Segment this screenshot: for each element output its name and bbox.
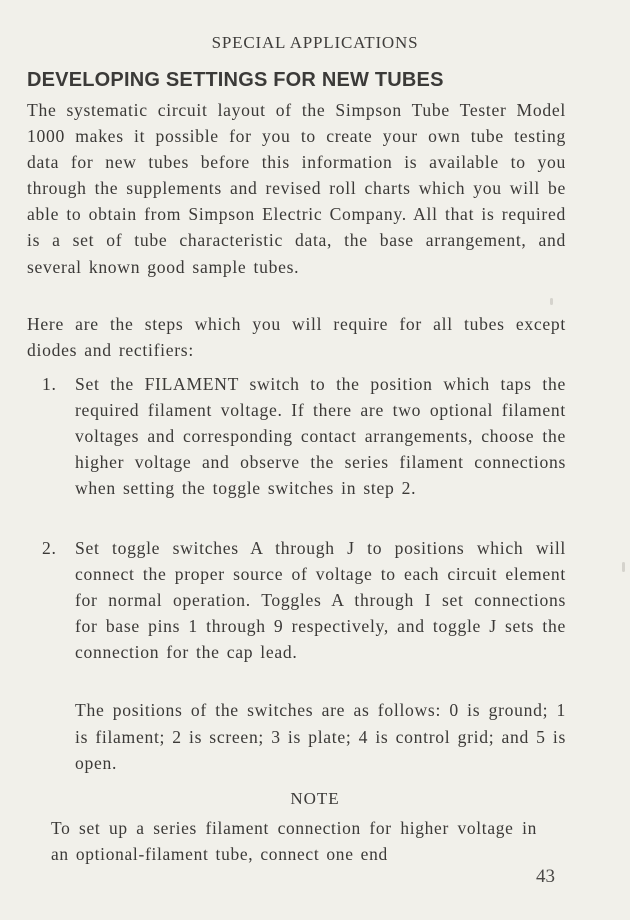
switch-positions-paragraph: The positions of the switches are as follows: 0 is ground; 1 is filament; 2 is screen; 3 is plate; 4 is control grid; and 5 is open. <box>75 700 566 773</box>
steps-intro-paragraph: Here are the steps which you will require for all tubes except diodes and rectifiers: <box>27 314 566 361</box>
step-1 <box>42 371 566 501</box>
intro-paragraph: The systematic circuit layout of the Simpson Tube Tester Model 1000 makes it possible for you to create your own tube testing data for new tubes before this information is available to you through the supplements and revised roll charts which you will be able to obtain from Simpson Electric Company. All that is required is a set of tube characteristic data, the base arrangement, and several known good sample tubes. <box>27 100 566 277</box>
paper-speck <box>622 562 625 572</box>
note-heading: NOTE <box>290 789 340 808</box>
step-2 <box>42 535 566 665</box>
note-text: To set up a series filament connection for higher voltage in an optional-filament tube, connect one end <box>51 818 537 864</box>
running-head: SPECIAL APPLICATIONS <box>211 33 419 52</box>
step-1-number: 1. <box>42 374 57 394</box>
page-number: 43 <box>536 866 555 887</box>
step-1-text: Set the FILAMENT switch to the position which taps the required filament voltage. If there are two optional filament voltages and corresponding contact arrangements, choose the higher voltage and observe the series filament connections when setting the toggle switches in step 2. <box>75 374 566 498</box>
step-2-text: Set toggle switches A through J to positions which will connect the proper source of voltage to each circuit element for normal operation. Toggles A through I set connections for base pins 1 through 9 respectively, and toggle J sets the connection for the cap lead. <box>75 538 566 662</box>
paper-speck <box>550 298 553 305</box>
section-title: DEVELOPING SETTINGS FOR NEW TUBES <box>27 69 444 91</box>
step-2-number: 2. <box>42 538 57 558</box>
